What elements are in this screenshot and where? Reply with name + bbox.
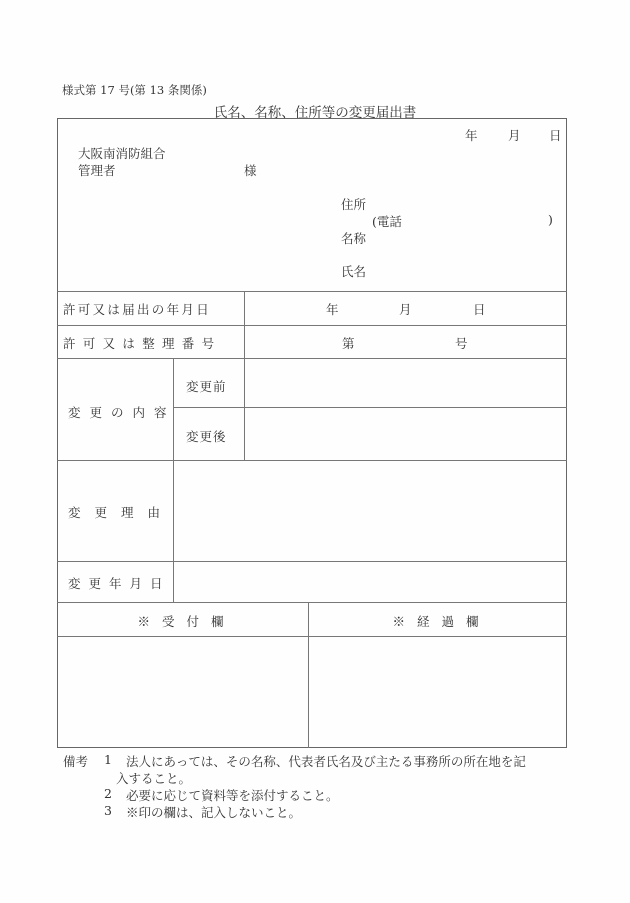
divider	[57, 460, 567, 461]
permit-number-prefix: 第	[342, 336, 355, 351]
date-month-label: 月	[508, 128, 521, 143]
note-text: ※印の欄は、記入しないこと。	[126, 805, 302, 820]
form-number: 様式第 17 号(第 13 条関係)	[62, 83, 207, 97]
address-label: 住所	[341, 197, 367, 212]
divider	[173, 358, 174, 602]
addressee-title: 管理者	[78, 163, 116, 178]
progress-column-header: ※ 経 過 欄	[392, 614, 483, 629]
date-day-label: 日	[549, 128, 562, 143]
document-title: 氏名、名称、住所等の変更届出書	[213, 105, 417, 121]
permit-number-label: 許可又は整理番号	[63, 336, 222, 351]
form-table	[57, 118, 567, 748]
change-date-label: 変更年月日	[68, 576, 171, 591]
note-number: 2	[104, 786, 112, 801]
divider	[57, 636, 567, 637]
change-before-label: 変更前	[186, 379, 227, 394]
divider	[57, 602, 567, 603]
date-year-label: 年	[465, 128, 478, 143]
note-text: 入すること。	[116, 771, 192, 786]
divider	[57, 561, 567, 562]
permit-date-year: 年	[326, 302, 339, 317]
divider	[57, 358, 567, 359]
phone-close: )	[548, 212, 553, 227]
change-reason-label: 変更理由	[68, 505, 175, 520]
note-number: 1	[104, 752, 112, 767]
divider	[244, 291, 245, 460]
addressee-org: 大阪南消防組合	[78, 146, 166, 161]
divider	[57, 291, 567, 292]
change-content-label: 変更の内容	[68, 405, 176, 420]
note-number: 3	[104, 803, 112, 818]
change-after-label: 変更後	[186, 429, 227, 444]
name-org-label: 名称	[341, 231, 367, 246]
note-text: 法人にあっては、その名称、代表者氏名及び主たる事務所の所在地を記	[126, 754, 526, 769]
name-person-label: 氏名	[341, 264, 367, 279]
reception-column-header: ※ 受 付 欄	[137, 614, 228, 629]
permit-date-month: 月	[399, 302, 412, 317]
phone-label: (電話	[372, 214, 402, 229]
honorific: 様	[244, 163, 257, 178]
permit-date-label: 許可又は届出の年月日	[63, 302, 212, 317]
divider	[173, 407, 567, 408]
divider	[57, 325, 567, 326]
notes-heading: 備考	[63, 754, 89, 769]
permit-number-suffix: 号	[455, 336, 468, 351]
permit-date-day: 日	[473, 302, 486, 317]
note-text: 必要に応じて資料等を添付すること。	[126, 788, 339, 803]
